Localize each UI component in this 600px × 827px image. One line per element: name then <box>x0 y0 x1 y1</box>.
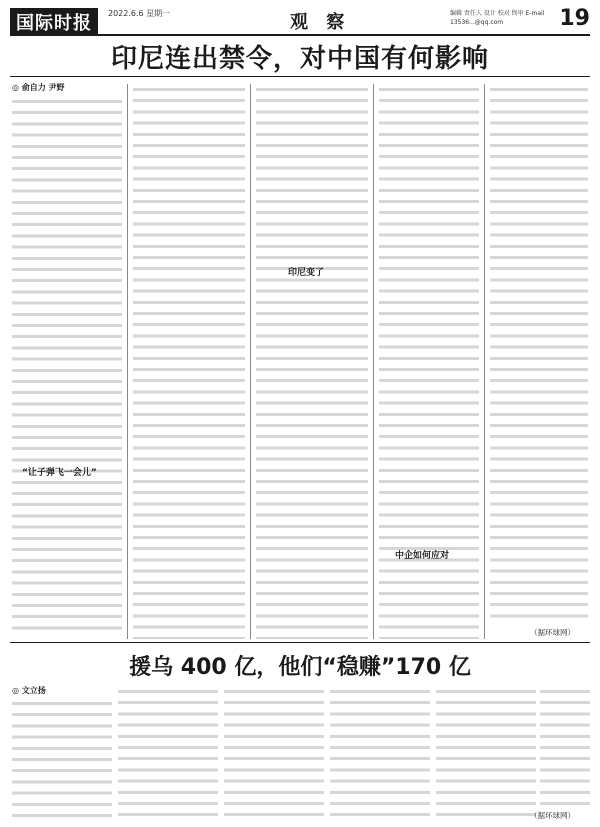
masthead <box>10 6 590 36</box>
column-divider <box>127 84 128 639</box>
article2-column-4 <box>330 686 430 820</box>
article2-credit: （据环球网） <box>530 811 575 820</box>
page-number: 19 <box>559 6 590 31</box>
article2-headline: 援乌 400 亿，他们“稳赚”170 亿 <box>129 655 471 680</box>
article2-byline: ◎ 文立扬 <box>12 686 46 695</box>
column-divider <box>250 84 251 639</box>
article2-column-5 <box>436 686 536 820</box>
section-title: 观 察 <box>290 12 351 33</box>
article-divider <box>10 642 590 643</box>
article2-column-6 <box>540 686 590 808</box>
article1-column-1 <box>12 96 122 636</box>
article2-column-1 <box>12 698 112 820</box>
article1-byline: ◎ 俞自力 尹野 <box>12 83 65 92</box>
article1-subhead-1: “让子弹飞一会儿” <box>22 468 97 478</box>
article1-column-5 <box>490 84 588 624</box>
article1-column-3 <box>256 84 368 639</box>
column-divider <box>484 84 485 639</box>
article2-column-3 <box>224 686 324 820</box>
issue-date: 2022.6.6 星期一 <box>108 9 171 18</box>
article1-subhead-2: 印尼变了 <box>288 268 325 278</box>
article1-headline: 印尼连出禁令，对中国有何影响 <box>110 44 489 74</box>
newspaper-logo: 国际时报 <box>10 8 98 36</box>
article1-subhead-3: 中企如何应对 <box>395 551 450 561</box>
editor-credits: 编辑 责任人 设计 校对 终审 E-mail 13536...@qq.com <box>450 10 545 26</box>
article1-credit: （据环球网） <box>530 628 575 637</box>
column-divider <box>373 84 374 639</box>
article2-column-2 <box>118 686 218 820</box>
headline-divider <box>10 76 590 77</box>
article1-column-2 <box>133 84 245 639</box>
